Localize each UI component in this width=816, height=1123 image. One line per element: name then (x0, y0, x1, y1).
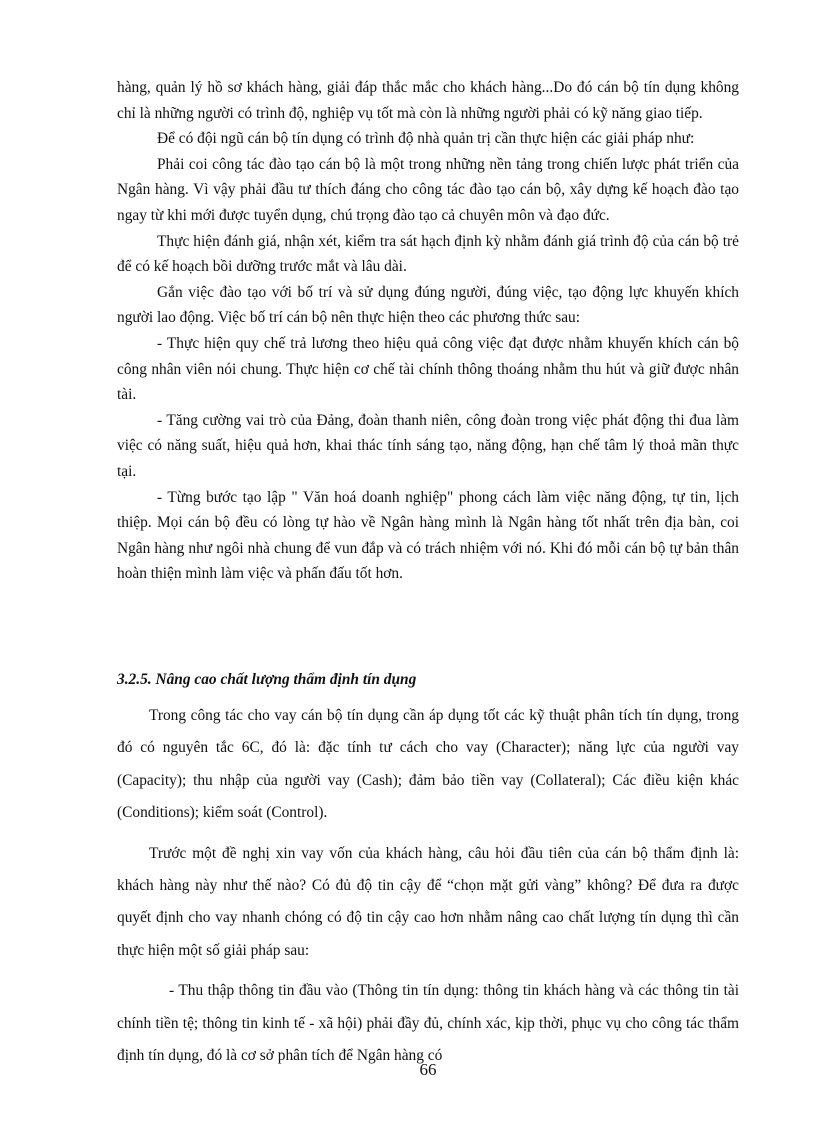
page-number: 66 (419, 1060, 437, 1079)
section-heading: 3.2.5. Nâng cao chất lượng thẩm định tín dụng (117, 671, 417, 688)
paragraph: Gắn việc đào tạo với bố trí và sử dụng đúng người, đúng việc, tạo động lực khuyến khích người lao động. Việc bố trí cán bộ nên thực hiện theo các phương thức sau: (117, 283, 739, 327)
paragraph: hàng, quản lý hồ sơ khách hàng, giải đáp thắc mắc cho khách hàng...Do đó cán bộ tín dụng không chỉ là những người có trình độ, nghiệp vụ tốt mà còn là những người phải có kỹ năng giao tiếp. (117, 79, 739, 122)
paragraph: - Thu thập thông tin đầu vào (Thông tin tín dụng: thông tin khách hàng và các thông tin tài chính tiền tệ; thông tin kinh tế - xã hội) phải đầy đủ, chính xác, kịp thời, phục vụ cho công tác thẩm định tín dụng, đó là cơ sở phân tích để Ngân hàng có (117, 982, 739, 1065)
paragraph: - Tăng cường vai trò của Đảng, đoàn thanh niên, công đoàn trong việc phát động thi đua làm việc có năng suất, hiệu quả hơn, khai thác tính sáng tạo, năng động, hạn chế tâm lý thoả mãn thực tại. (117, 411, 739, 480)
paragraph: - Thực hiện quy chế trả lương theo hiệu quả công việc đạt được nhằm khuyến khích cán bộ công nhân viên nói chung. Thực hiện cơ chế tài chính thông thoáng nhằm thu hút và giữ được nhân tài. (117, 334, 739, 404)
paragraph: - Từng bước tạo lập " Văn hoá doanh nghiệp" phong cách làm việc năng động, tự tin, lịch thiệp. Mọi cán bộ đều có lòng tự hào về Ngân hàng mình là Ngân hàng tốt nhất trên địa bàn, coi Ngân hàng như ngôi nhà chung để vun đắp và có trách nhiệm với nó. Khi đó mỗi cán bộ tự bản thân hoàn thiện mình làm việc và phấn đấu tốt hơn. (117, 488, 739, 583)
paragraph: Phải coi công tác đào tạo cán bộ là một trong những nền tảng trong chiến lược phát triển của Ngân hàng. Vì vậy phải đầu tư thích đáng cho công tác đào tạo cán bộ, xây dựng kế hoạch đào tạo ngay từ khi mới được tuyển dụng, chú trọng đào tạo cả chuyên môn và đạo đức. (117, 155, 739, 224)
body-text-section-1 (117, 75, 739, 587)
paragraph: Trong công tác cho vay cán bộ tín dụng cần áp dụng tốt các kỹ thuật phân tích tín dụng, trong đó có nguyên tắc 6C, đó là: đặc tính tư cách cho vay (Character); năng lực của người vay (Capacity); thu nhập của người vay (Cash); đảm bảo tiền vay (Collateral); Các điều kiện khác (Conditions); kiểm soát (Control). (117, 707, 739, 822)
paragraph: Thực hiện đánh giá, nhận xét, kiểm tra sát hạch định kỳ nhằm đánh giá trình độ của cán bộ trẻ để có kế hoạch bồi dưỡng trước mắt và lâu dài. (117, 232, 739, 276)
paragraph: Trước một đề nghị xin vay vốn của khách hàng, câu hỏi đầu tiên của cán bộ thẩm định là: khách hàng này như thế nào? Có đủ độ tin cậy để “chọn mặt gửi vàng” không? Để đưa ra được quyết định cho vay nhanh chóng có độ tin cậy cao hơn nhằm nâng cao chất lượng tín dụng thì cần thực hiện một số giải pháp sau: (117, 844, 739, 959)
paragraph: Để có đội ngũ cán bộ tín dụng có trình độ nhà quản trị cần thực hiện các giải pháp như: (157, 130, 695, 148)
body-text-section-2 (117, 700, 739, 1080)
